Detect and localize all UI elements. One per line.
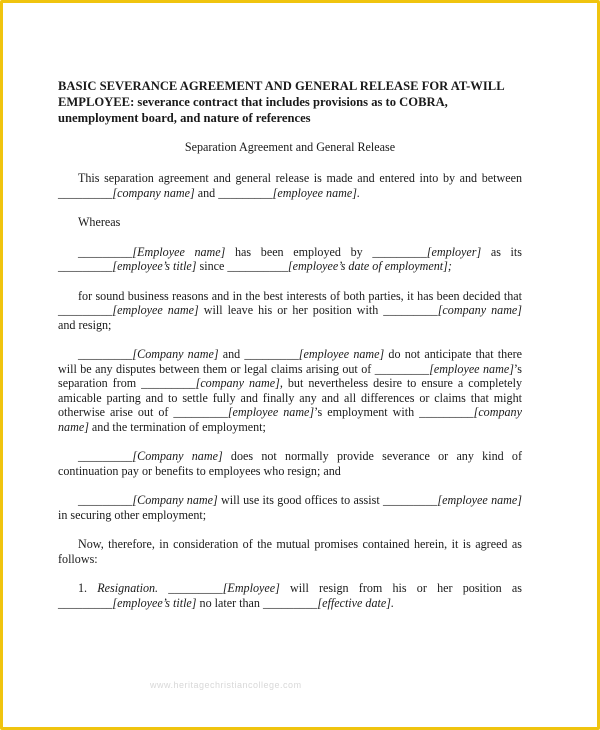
text: ’s separation from _________ [58,361,522,390]
placeholder-company: [Company name] [132,493,218,507]
text: will leave his or her position with _________ [198,303,438,317]
text: _________ [158,581,223,595]
placeholder-date: [employee’s date of employment]; [287,259,452,273]
text: no later than _________ [196,595,318,610]
text: ’s employment with _________ [314,405,474,419]
text: This separation agreement and general release is made and entered into by and between _________ [58,171,522,200]
placeholder-employee: [employee name] [429,361,514,376]
title-line-3: unemployment board, and nature of references [58,111,311,125]
paragraph-employment [58,245,522,274]
text: do not anticipate that there will be any disputes between them or legal claims arising out of _________ [58,347,522,376]
text: but nevertheless desire to ensure a completely amicable parting and to settle fully and finally any and all differences or claims that might otherwise arise out of _________ [58,376,522,419]
placeholder-company: [Company name] [132,347,219,361]
text: will use its good offices to assist _________ [217,493,438,507]
watermark-text: www.heritagechristiancollege.com [150,680,302,690]
text: in securing other employment; [58,507,207,522]
placeholder-employee: [Employee] [222,581,280,595]
document-title [58,78,522,126]
text: and resign; [58,317,112,332]
placeholder-employee: [Employee name] [132,244,226,259]
paragraph-intro [58,171,522,200]
placeholder-company: [company name], [195,376,283,390]
text: and _________ [218,347,299,361]
clause-number: 1. [78,581,88,595]
placeholder-company: [company name] [112,185,195,200]
placeholder-employee: [employee name] [437,493,522,507]
placeholder-title: [employee’s title] [112,595,197,610]
paragraph-reasons [58,289,522,333]
text: since __________ [196,259,288,273]
text: _________ [78,493,133,507]
placeholder-company: [Company name] [132,449,223,463]
placeholder-employee: [employee name] [227,405,315,419]
paragraph-disputes [58,347,522,434]
placeholder-date: [effective date]. [317,595,394,610]
placeholder-company: [company name] [437,303,523,317]
placeholder-employee: [employee name] [112,303,199,317]
text: and _________ [194,185,273,200]
document-page [58,78,522,625]
text: and the termination of employment; [88,419,266,434]
text: for sound business reasons and in the best interests of both parties, it has been decided that _________ [58,288,522,317]
text: _________ [78,449,133,463]
clause-heading: Resignation. [97,581,159,595]
text: will resign from his or her position as _________ [58,581,522,610]
title-line-2: EMPLOYEE: severance contract that includes provisions as to COBRA, [58,95,448,109]
title-line-1: BASIC SEVERANCE AGREEMENT AND GENERAL RELEASE FOR AT-WILL [58,79,505,93]
text: has been employed by _________ [225,244,427,259]
text: _________ [78,244,133,259]
text: as its _________ [58,244,522,273]
placeholder-title: [employee’s title] [112,259,197,273]
placeholder-employer: [employer] [426,244,482,259]
paragraph-whereas: Whereas [78,215,121,229]
placeholder-employee: [employee name] [298,347,385,361]
placeholder-company: [company name] [58,405,522,434]
text: does not normally provide severance or any kind of continuation pay or benefits to employees who resign; and [58,449,522,478]
paragraph-assist [58,493,522,522]
paragraph-no-severance [58,449,522,478]
document-subtitle: Separation Agreement and General Release [184,140,396,154]
text: _________ [78,347,133,361]
placeholder-employee: [employee name]. [272,185,360,200]
paragraph-therefore: Now, therefore, in consideration of the mutual promises contained herein, it is agreed as follows: [58,537,522,566]
clause-resignation [58,581,522,610]
